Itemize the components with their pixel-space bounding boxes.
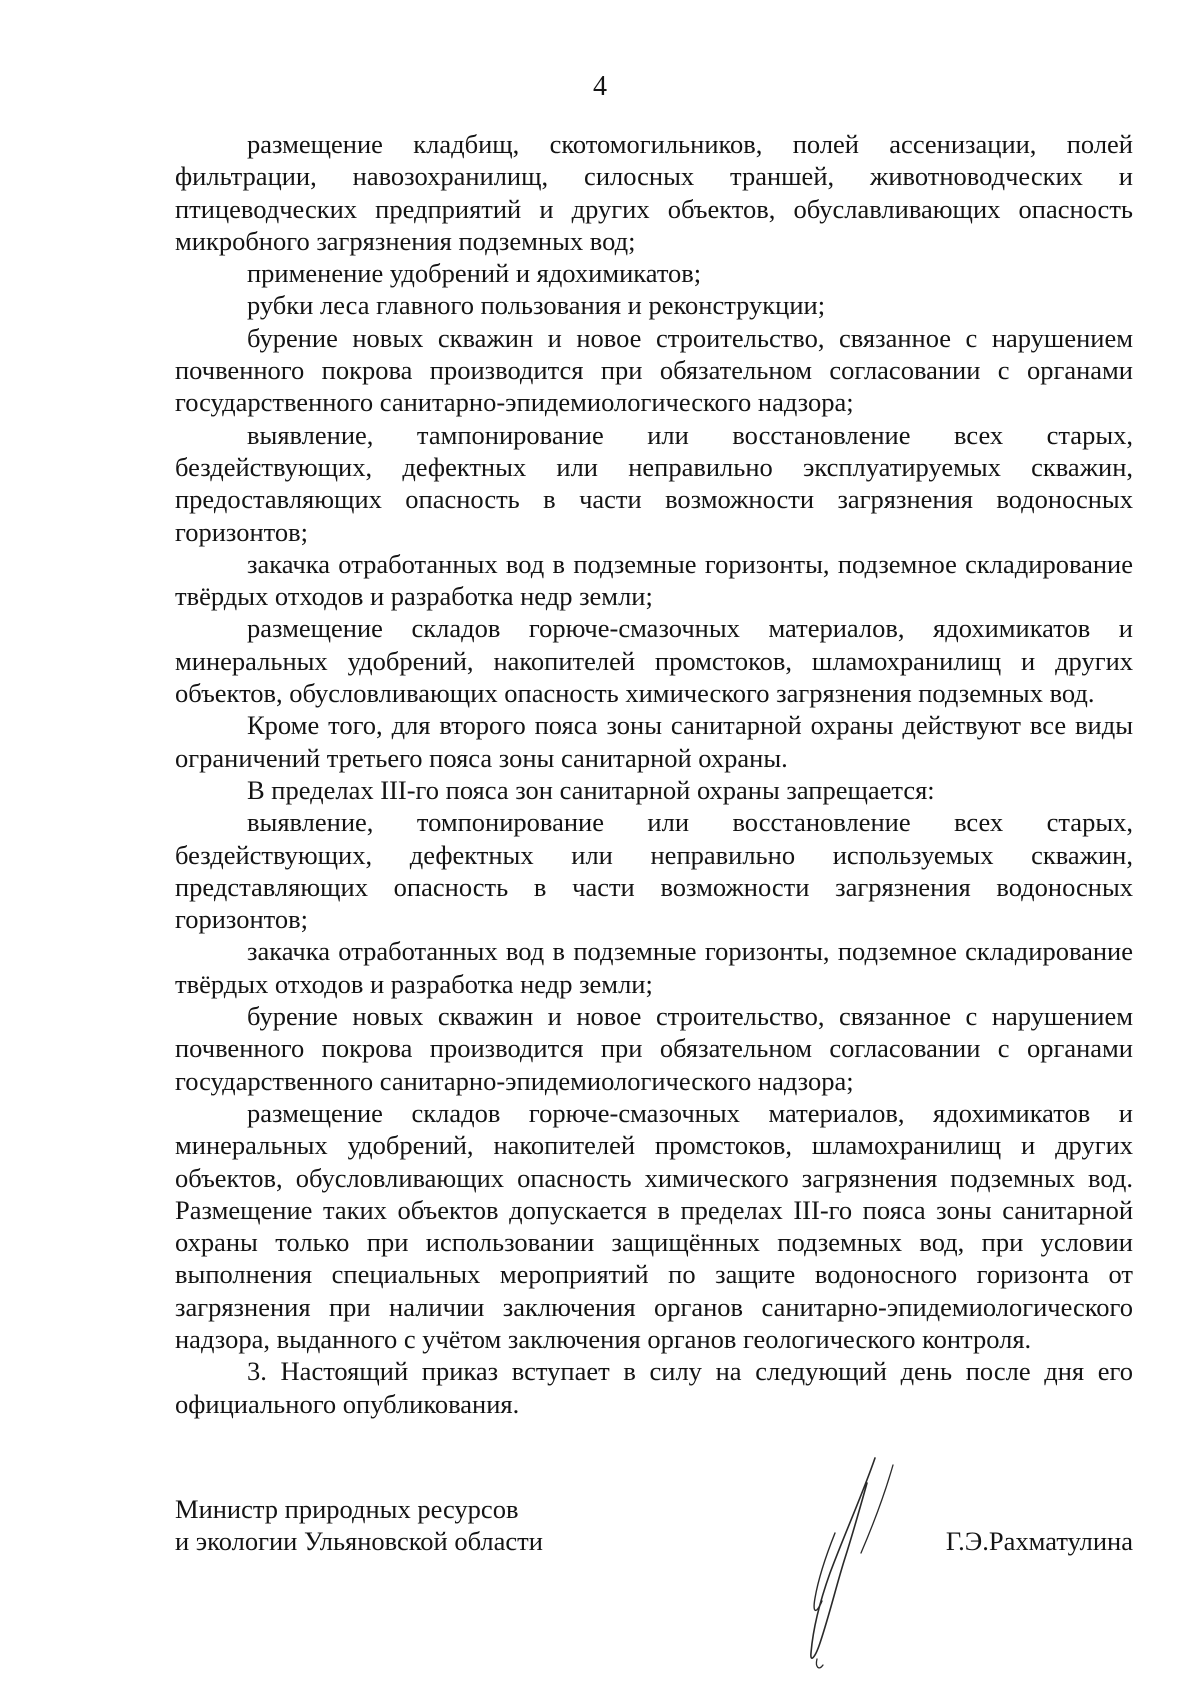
paragraph: размещение складов горюче-смазочных материалов, ядохимикатов и минеральных удобрений, накопителей промстоков, шламохранилищ и других объектов, обусловливающих опасность химического загрязнения подземных вод. xyxy=(175,613,1133,709)
paragraph: выявление, томпонирование или восстановление всех старых, бездействующих, дефектных или неправильно используемых скважин, представляющих опасность в части возможности загрязнения водоносных горизонтов; xyxy=(175,807,1133,935)
paragraph: размещение складов горюче-смазочных материалов, ядохимикатов и минеральных удобрений, накопителей промстоков, шламохранилищ и других объектов, обусловливающих опасность химического загрязнения подземных вод. Размещение таких объектов допускается в пределах III-го пояса зоны санитарной охраны только при использовании защищённых подземных вод, при условии выполнения специальных мероприятий по защите водоносного горизонта от загрязнения при наличии заключения органов санитарно-эпидемиологического надзора, выданного с учётом заключения органов геологического контроля. xyxy=(175,1097,1133,1354)
paragraph: рубки леса главного пользования и реконструкции; xyxy=(247,290,826,321)
paragraph: закачка отработанных вод в подземные горизонты, подземное складирование твёрдых отходов и разработка недр земли; xyxy=(175,548,1133,612)
signature-block xyxy=(175,1493,1133,1693)
paragraph: В пределах III-го пояса зон санитарной охраны запрещается: xyxy=(247,774,935,805)
paragraph: бурение новых скважин и новое строительство, связанное с нарушением почвенного покрова производится при обязательном согласовании с органами государственного санитарно-эпидемиологического надзора; xyxy=(175,322,1133,418)
paragraph: 3. Настоящий приказ вступает в силу на следующий день после дня его официального опубликования. xyxy=(175,1356,1133,1419)
paragraph: Кроме того, для второго пояса зоны санитарной охраны действуют все виды ограничений третьего пояса зоны санитарной охраны. xyxy=(175,710,1133,773)
signer-name: Г.Э.Рахматулина xyxy=(945,1526,1133,1556)
page-number: 4 xyxy=(593,71,607,102)
paragraph: выявление, тампонирование или восстановление всех старых, бездействующих, дефектных или неправильно эксплуатируемых скважин, предоставляющих опасность в части возможности загрязнения водоносных горизонтов; xyxy=(175,419,1133,547)
paragraph: закачка отработанных вод в подземные горизонты, подземное складирование твёрдых отходов и разработка недр земли; xyxy=(175,936,1133,999)
paragraph: применение удобрений и ядохимикатов; xyxy=(247,258,702,289)
signer-title: Министр природных ресурсов и экологии Ульяновской области xyxy=(175,1494,543,1557)
handwritten-signature-icon xyxy=(775,1453,925,1673)
document-body xyxy=(175,128,1133,1420)
paragraph: бурение новых скважин и новое строительство, связанное с нарушением почвенного покрова производится при обязательном согласовании с органами государственного санитарно-эпидемиологического надзора; xyxy=(175,1001,1133,1096)
paragraph: размещение кладбищ, скотомогильников, полей ассенизации, полей фильтрации, навозохранилищ, силосных траншей, животноводческих и птицеводческих предприятий и других объектов, обуславливающих опасность микробного загрязнения подземных вод; xyxy=(175,129,1133,256)
